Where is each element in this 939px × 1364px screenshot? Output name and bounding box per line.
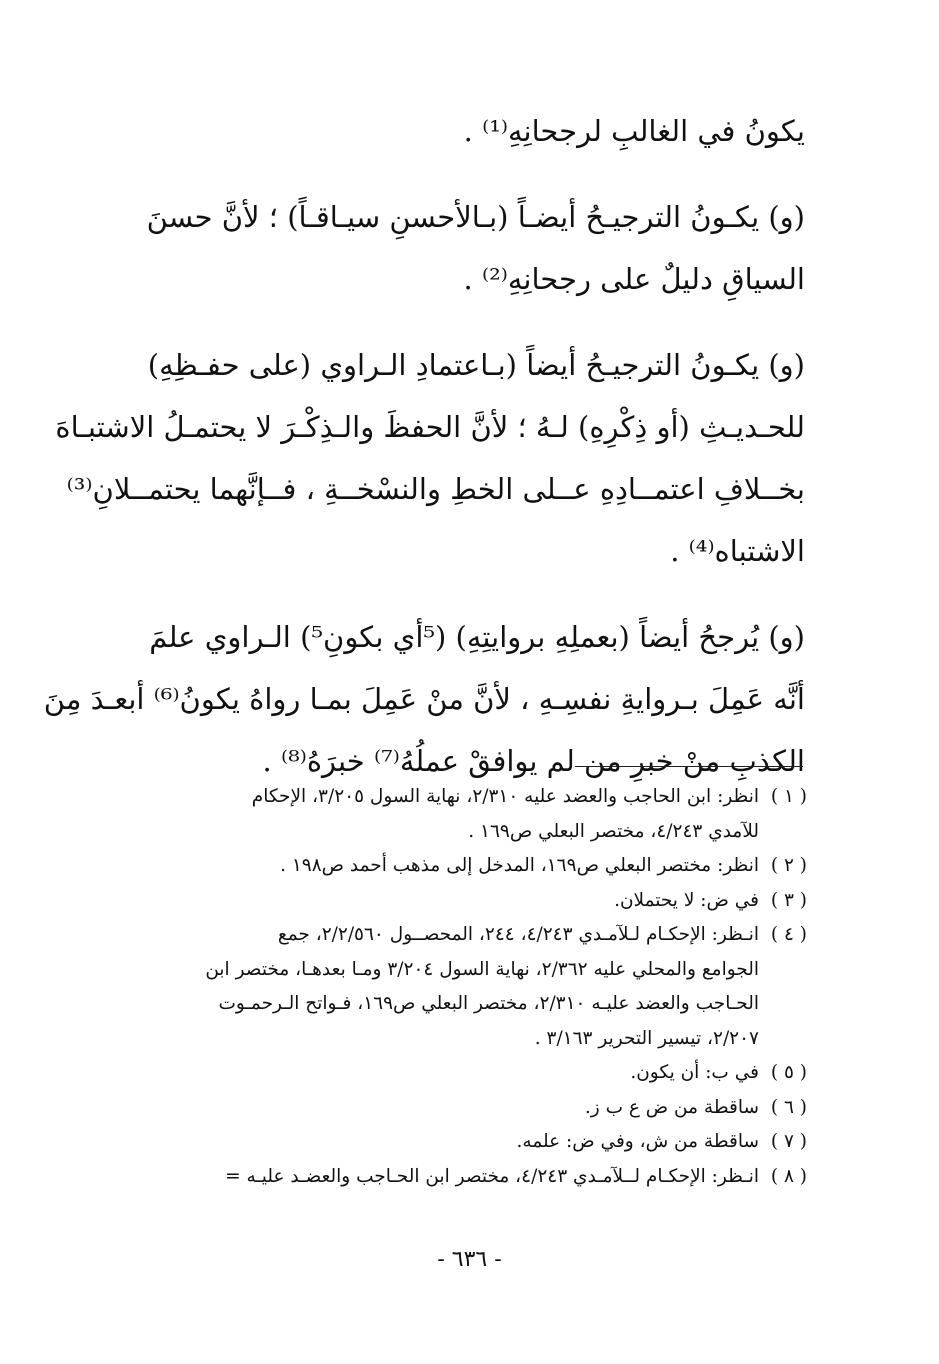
footnotes xyxy=(112,780,807,1194)
footnote-line: الجوامع والمحلي عليه ٢/٣٦٢، نهاية السول ٣/٢٠٤ ومـا بعدهـا، مختصر ابن xyxy=(205,958,759,980)
footnote-line: الحـاجب والعضد عليـه ٢/٣١٠، مختصر البعلي ص١٦٩، فـواتح الـرحمـوت xyxy=(218,993,759,1014)
footnote-7 xyxy=(112,1125,807,1160)
footnote-number: ( ٧ ) xyxy=(770,1131,807,1152)
footnote-6 xyxy=(112,1091,807,1126)
footnote-text xyxy=(112,849,759,884)
footnote-line: ٢/٢٠٧، تيسير التحرير ٣/١٦٣ . xyxy=(534,1027,759,1049)
main-text xyxy=(43,100,805,816)
text-line: الاشتباه⁽⁴⁾ . xyxy=(670,534,805,568)
footnote-5 xyxy=(112,1056,807,1091)
footnote-line: انظر: مختصر البعلي ص١٦٩، المدخل إلى مذهب أحمد ص١٩٨ . xyxy=(280,855,759,876)
footnote-8 xyxy=(112,1160,807,1195)
text-line: يكونُ في الغالبِ لرجحانِهِ⁽¹⁾ . xyxy=(463,114,805,148)
page-number: - ٦٣٦ - xyxy=(437,1247,502,1272)
text-line: السياقِ دليلٌ على رجحانِهِ⁽²⁾ . xyxy=(463,262,805,296)
footnote-4 xyxy=(112,918,807,1056)
footnote-number: ( ٣ ) xyxy=(770,889,807,911)
footnote-line: في ض: لا يحتملان. xyxy=(614,889,759,911)
text-line: بخــلافِ اعتمــادِهِ عــلى الخطِ والنسْخــةِ ، فــإنَّهما يحتمــلانِ⁽³⁾ xyxy=(66,472,805,506)
paragraph-1 xyxy=(110,100,805,162)
text-line: الكذبِ منْ خبرِ من لم يوافقْ عملُهُ⁽⁷⁾ خبرَهُ⁽⁸⁾ . xyxy=(262,744,805,778)
text-line: للحـديـثِ (أو ذِكْرِهِ) لـهُ ؛ لأنَّ الحفظَ والـذِكْـرَ لا يحتمـلُ الاشتبـاهَ xyxy=(55,410,805,444)
footnote-text xyxy=(112,1160,759,1195)
footnote-number: ( ٨ ) xyxy=(770,1165,807,1187)
footnote-3 xyxy=(112,884,807,919)
footnote-number: ( ١ ) xyxy=(770,786,807,807)
text-line: أنَّه عَمِلَ بـروايةِ نفسِـهِ ، لأنَّ منْ عَمِلَ بمـا رواهُ يكونُ⁽⁶⁾ أبعـدَ مِنَ xyxy=(43,682,805,716)
footnote-line: انظر: ابن الحاجب والعضد عليه ٢/٣١٠، نهاية السول ٣/٢٠٥، الإحكام xyxy=(251,786,759,807)
footnote-divider xyxy=(575,766,803,767)
footnote-number: ( ٢ ) xyxy=(770,855,807,876)
footnote-1 xyxy=(112,780,807,849)
footnote-text xyxy=(112,780,759,849)
footnote-line: انـظر: الإحكـام لــلآمـدي ٤/٢٤٣، مختصر ابن الحـاجب والعضـد عليـه = xyxy=(225,1165,759,1187)
footnote-line: للآمدي ٤/٢٤٣، مختصر البعلي ص١٦٩ . xyxy=(468,820,759,842)
footnote-number: ( ٤ ) xyxy=(770,924,807,945)
footnote-line: في ب: أن يكون. xyxy=(630,1062,759,1083)
footnote-number: ( ٦ ) xyxy=(770,1096,807,1118)
paragraph-4 xyxy=(43,606,805,792)
footnote-text xyxy=(112,1056,759,1091)
paragraph-2 xyxy=(110,186,805,310)
footnote-number: ( ٥ ) xyxy=(770,1062,807,1083)
footnote-text xyxy=(112,884,759,919)
footnote-text xyxy=(112,918,759,1056)
footnote-line: ساقطة من ش، وفي ض: علمه. xyxy=(516,1131,759,1152)
footnote-text xyxy=(112,1125,759,1160)
footnote-line: انـظر: الإحكـام لـلآمـدي ٤/٢٤٣، ٢٤٤، المحصــول ٢/٢/٥٦٠، جمع xyxy=(277,924,759,945)
footnote-line: ساقطة من ض ع ب ز. xyxy=(584,1096,759,1118)
text-line: (و) يُرجحُ أيضاً (بعملِهِ بروايتِهِ) (⁵أي بكونِ⁵) الـراوي علمَ xyxy=(149,620,805,654)
footnote-text xyxy=(112,1091,759,1126)
text-line: (و) يكـونُ الترجيـحُ أيضاً (بـاعتمادِ الـراوي (على حفـظِهِ) xyxy=(147,348,805,382)
text-line: (و) يكـونُ الترجيـحُ أيضـاً (بـالأحسنِ سيـاقـاً) ؛ لأنَّ حسنَ xyxy=(146,200,805,234)
footnote-2 xyxy=(112,849,807,884)
paragraph-3 xyxy=(55,334,805,582)
